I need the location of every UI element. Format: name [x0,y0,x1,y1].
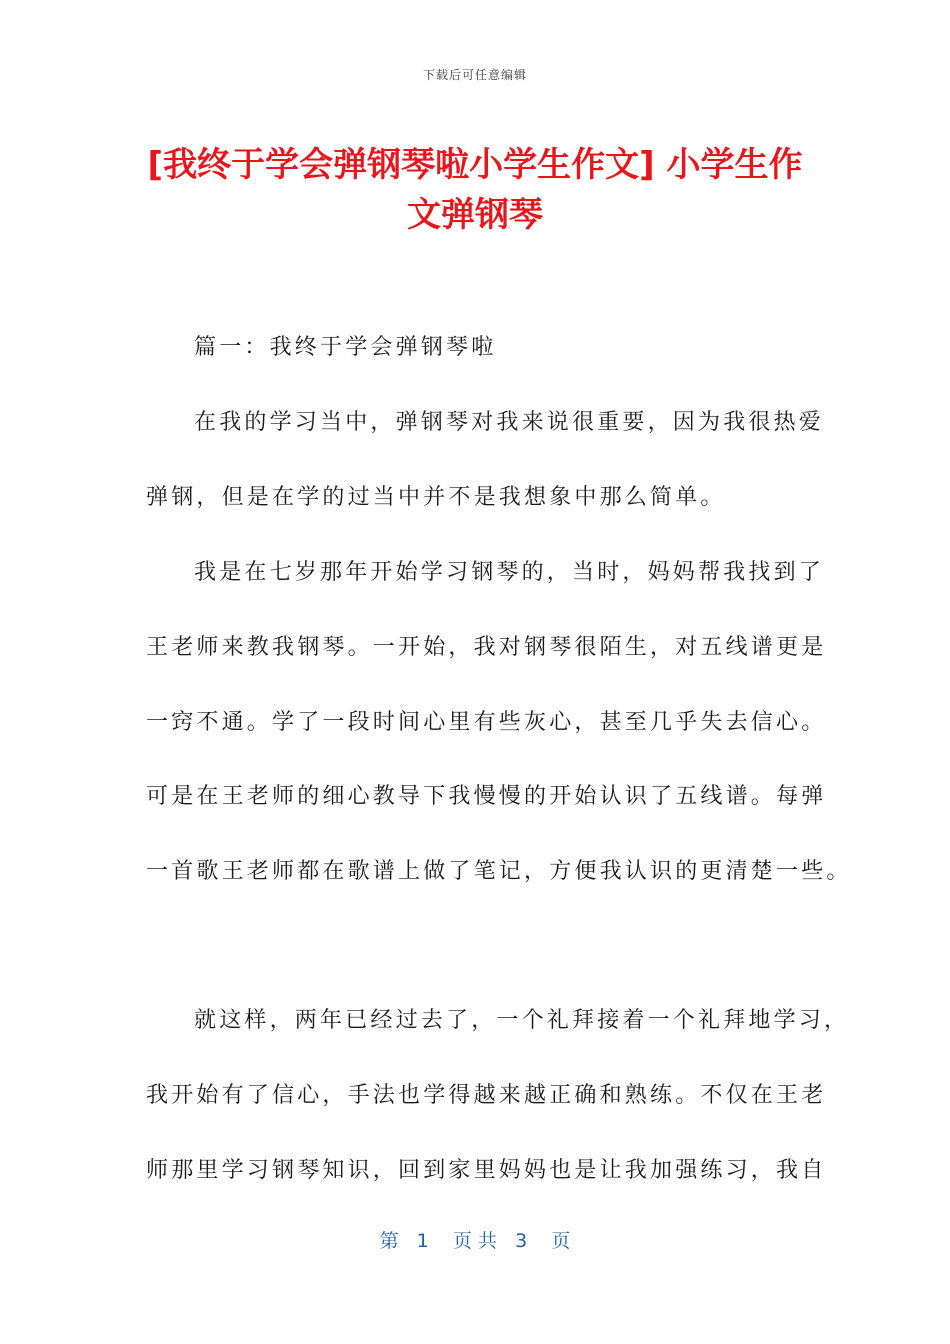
paragraph-line: 师那里学习钢琴知识，回到家里妈妈也是让我加强练习，我自 [146,1158,827,1183]
paragraph-line: 弹钢，但是在学的过当中并不是我想象中那么简单。 [146,485,726,510]
paragraph-line: 我开始有了信心，手法也学得越来越正确和熟练。不仅在王老 [146,1083,827,1108]
paragraph-line: 一窍不通。学了一段时间心里有些灰心，甚至几乎失去信心。 [146,710,827,735]
paragraph-line: 我是在七岁那年开始学习钢琴的，当时，妈妈帮我找到了 [194,560,825,585]
paragraph-line: 可是在王老师的细心教导下我慢慢的开始认识了五线谱。每弹 [146,784,827,809]
title-line-2: 文弹钢琴 [407,195,543,235]
section-heading: 篇一：我终于学会弹钢琴啦 [194,335,497,360]
paragraph-line: 王老师来教我钢琴。一开始，我对钢琴很陌生，对五线谱更是 [146,635,827,660]
paragraph-line: 一首歌王老师都在歌谱上做了笔记，方便我认识的更清楚一些。 [146,859,852,884]
page-footer: 第 1 页 共 3 页 [379,1230,571,1252]
title-line-1: [我终于学会弹钢琴啦小学生作文] 小学生作 [147,145,803,185]
document-title [120,140,830,240]
paragraph-line: 就这样，两年已经过去了，一个礼拜接着一个礼拜地学习， [194,1008,850,1033]
header-note: 下载后可任意编辑 [422,68,527,82]
paragraph-line: 在我的学习当中，弹钢琴对我来说很重要，因为我很热爱 [194,410,825,435]
